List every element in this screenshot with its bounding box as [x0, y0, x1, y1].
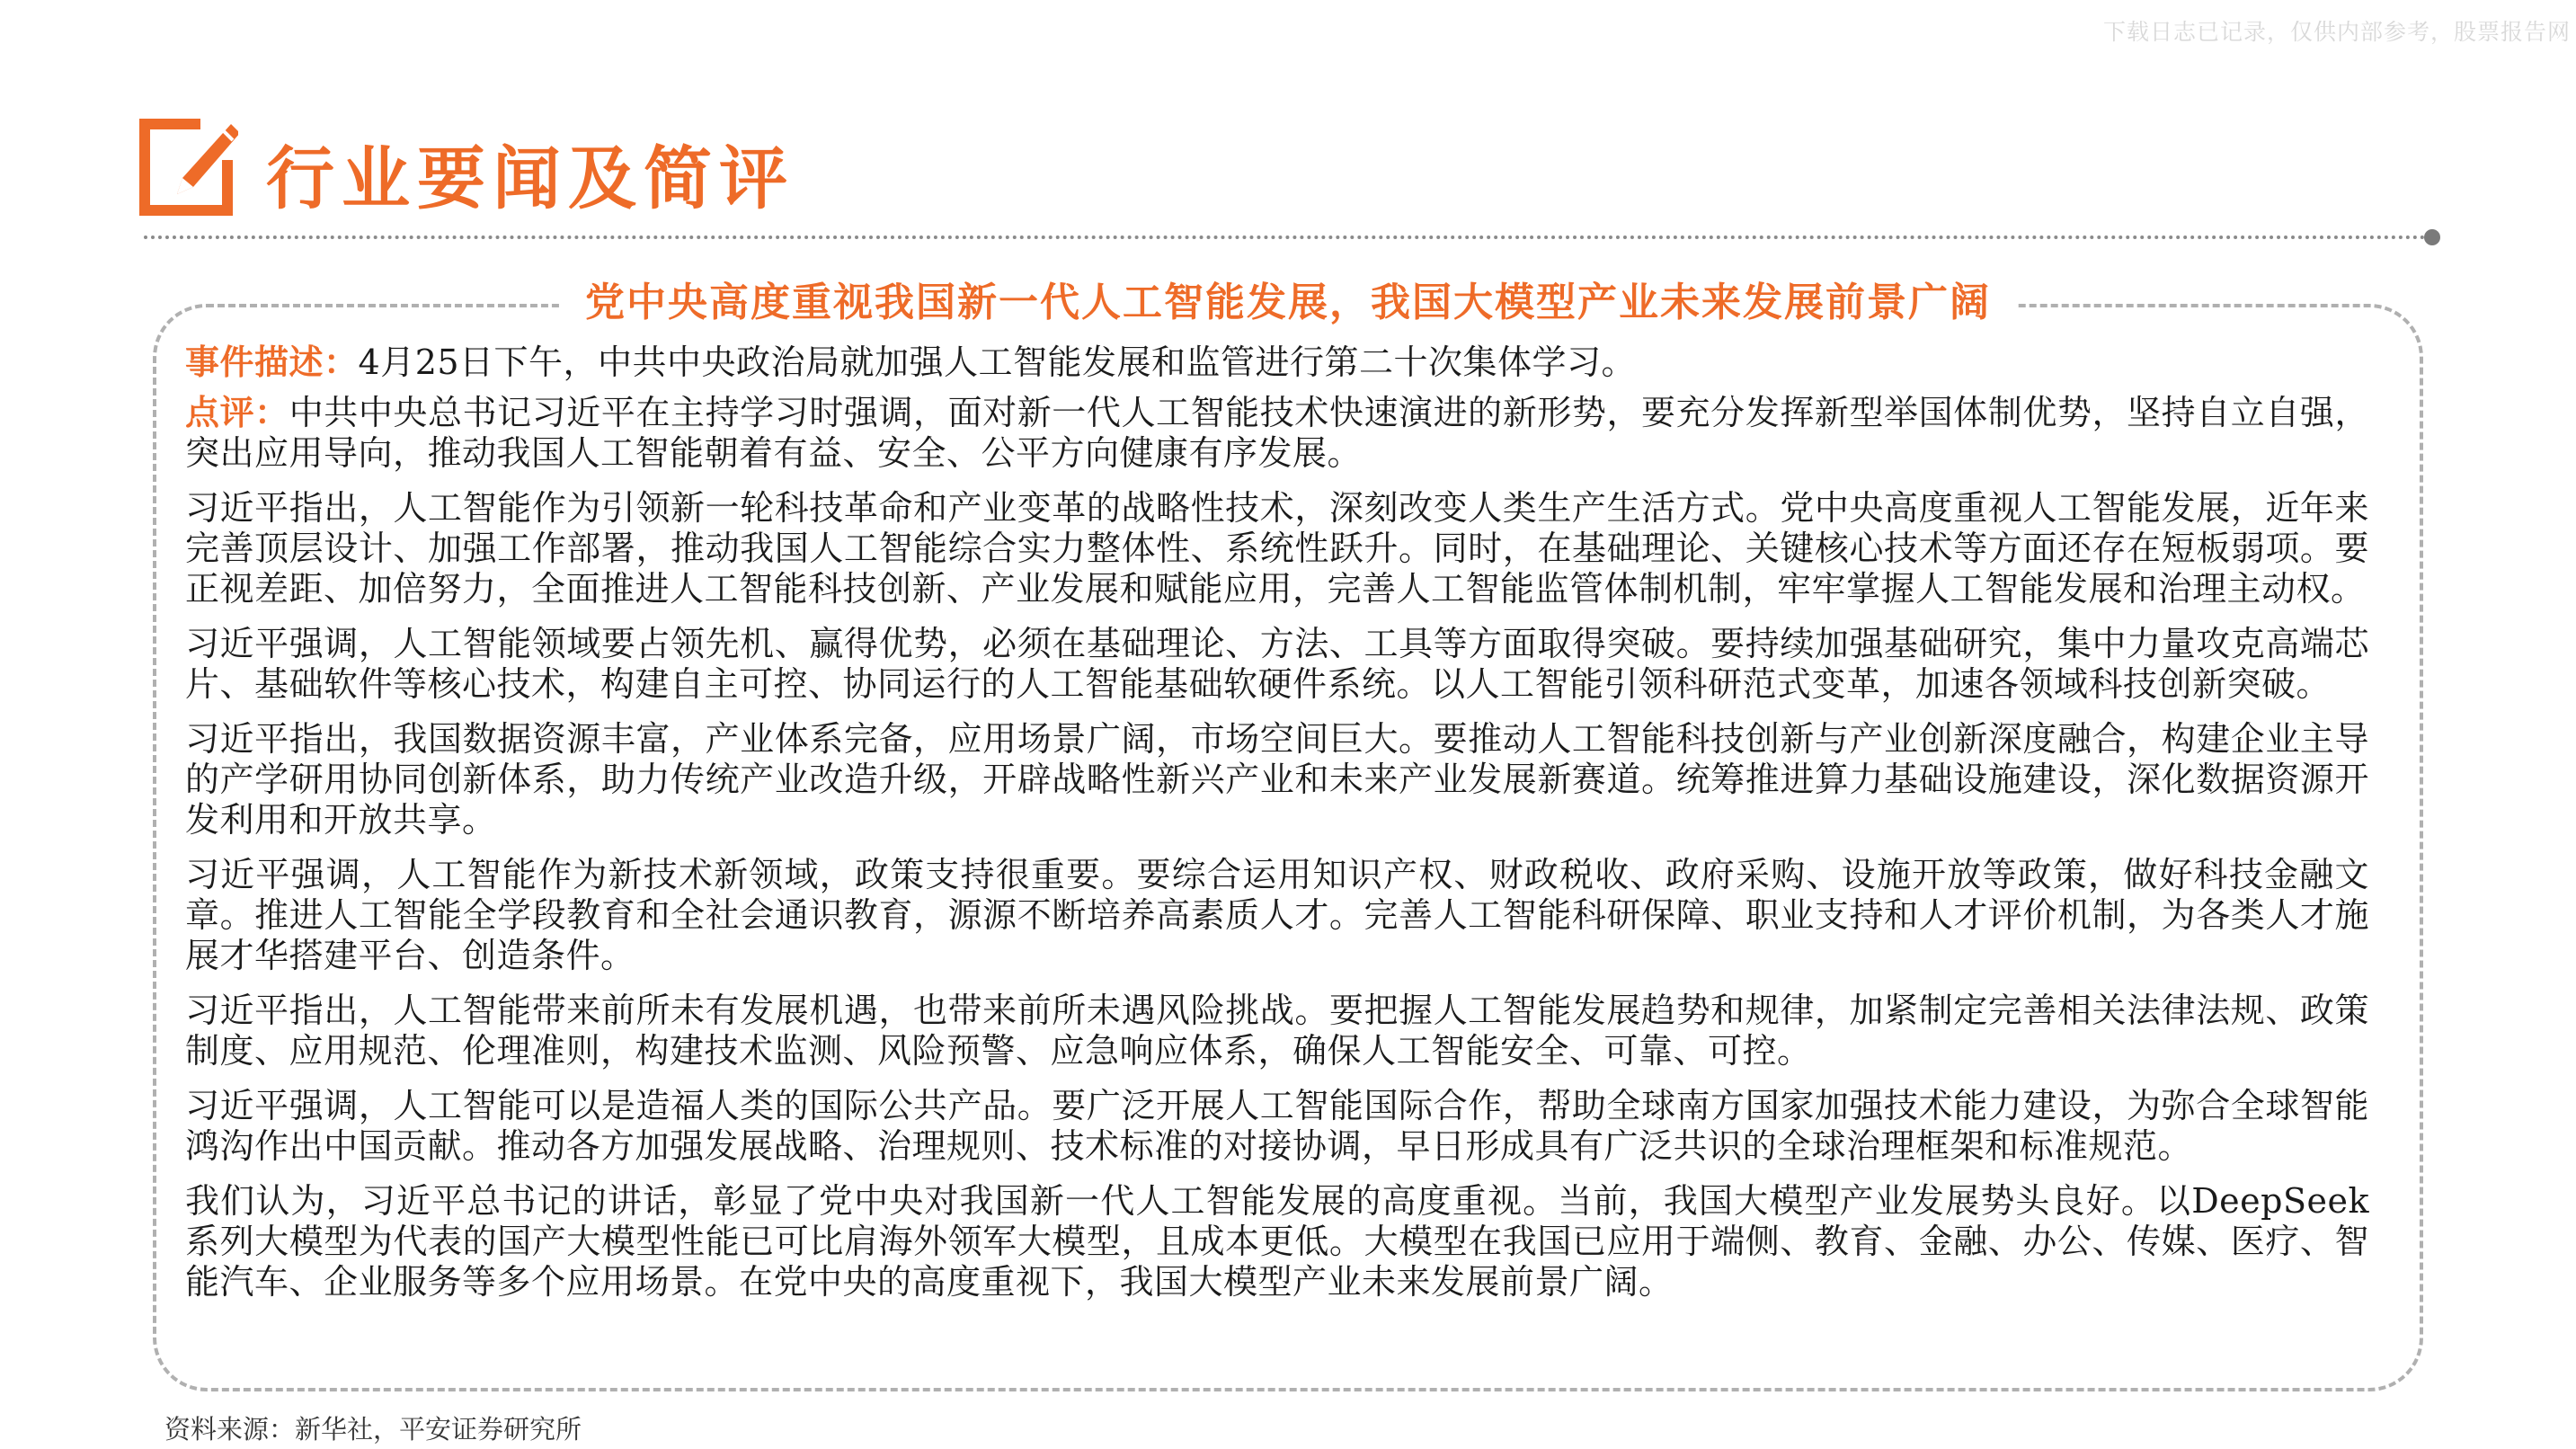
- divider-end-dot: [2424, 229, 2440, 245]
- body-paragraph: 习近平指出，人工智能带来前所未有发展机遇，也带来前所未遇风险挑战。要把握人工智能发展趋势和规律，加紧制定完善相关法律法规、政策制度、应用规范、伦理准则，构建技术监测、风险预警、应急响应体系，确保人工智能安全、可靠、可控。: [185, 991, 2369, 1071]
- content-body: [185, 342, 2369, 1317]
- body-paragraph: 习近平指出，我国数据资源丰富，产业体系完备，应用场景广阔，市场空间巨大。要推动人工智能科技创新与产业创新深度融合，构建企业主导的产学研用协同创新体系，助力传统产业改造升级，开辟战略性新兴产业和未来产业发展新赛道。统筹推进算力基础设施建设，深化数据资源开发利用和开放共享。: [185, 719, 2369, 840]
- event-paragraph: [185, 342, 2369, 383]
- comment-label: 点评：: [185, 392, 289, 432]
- source-note: 资料来源：新华社，平安证券研究所: [164, 1414, 582, 1445]
- pencil-note-icon: [138, 117, 238, 218]
- comment-text: 中共中央总书记习近平在主持学习时强调，面对新一代人工智能技术快速演进的新形势，要充分发挥新型举国体制优势，坚持自立自强，突出应用导向，推动我国人工智能朝着有益、安全、公平方向健康有序发展。: [185, 393, 2369, 473]
- section-title: 行业要闻及简评: [266, 138, 795, 218]
- watermark: 下载日志已记录，仅供内部参考，股票报告网: [2102, 19, 2571, 45]
- body-paragraph: 习近平强调，人工智能领域要占领先机、赢得优势，必须在基础理论、方法、工具等方面取得突破。要持续加强基础研究，集中力量攻克高端芯片、基础软件等核心技术，构建自主可控、协同运行的人工智能基础软硬件系统。以人工智能引领科研范式变革，加速各领域科技创新突破。: [185, 624, 2369, 704]
- body-paragraph: 习近平强调，人工智能作为新技术新领域，政策支持很重要。要综合运用知识产权、财政税收、政府采购、设施开放等政策，做好科技金融文章。推进人工智能全学段教育和全社会通识教育，源源不断培养高素质人才。完善人工智能科研保障、职业支持和人才评价机制，为各类人才施展才华搭建平台、创造条件。: [185, 855, 2369, 975]
- divider-dotted: [144, 236, 2427, 239]
- comment-paragraph: [185, 392, 2369, 474]
- headline: 党中央高度重视我国新一代人工智能发展，我国大模型产业未来发展前景广阔: [560, 277, 2016, 329]
- body-paragraph: 习近平强调，人工智能可以是造福人类的国际公共产品。要广泛开展人工智能国际合作，帮助全球南方国家加强技术能力建设，为弥合全球智能鸿沟作出中国贡献。推动各方加强发展战略、治理规则、技术标准的对接协调，早日形成具有广泛共识的全球治理框架和标准规范。: [185, 1086, 2369, 1166]
- body-paragraph: 习近平指出，人工智能作为引领新一轮科技革命和产业变革的战略性技术，深刻改变人类生产生活方式。党中央高度重视人工智能发展，近年来完善顶层设计、加强工作部署，推动我国人工智能综合实力整体性、系统性跃升。同时，在基础理论、关键核心技术等方面还存在短板弱项。要正视差距、加倍努力，全面推进人工智能科技创新、产业发展和赋能应用，完善人工智能监管体制机制，牢牢掌握人工智能发展和治理主动权。: [185, 488, 2369, 609]
- headline-wrapper: [0, 277, 2576, 329]
- event-text: 4月25日下午，中共中央政治局就加强人工智能发展和监管进行第二十次集体学习。: [358, 342, 1637, 382]
- conclusion-paragraph: 我们认为，习近平总书记的讲话，彰显了党中央对我国新一代人工智能发展的高度重视。当前，我国大模型产业发展势头良好。以DeepSeek系列大模型为代表的国产大模型性能已可比肩海外领军大模型，且成本更低。大模型在我国已应用于端侧、教育、金融、办公、传媒、医疗、智能汽车、企业服务等多个应用场景。在党中央的高度重视下，我国大模型产业未来发展前景广阔。: [185, 1181, 2369, 1302]
- event-label: 事件描述：: [185, 342, 359, 382]
